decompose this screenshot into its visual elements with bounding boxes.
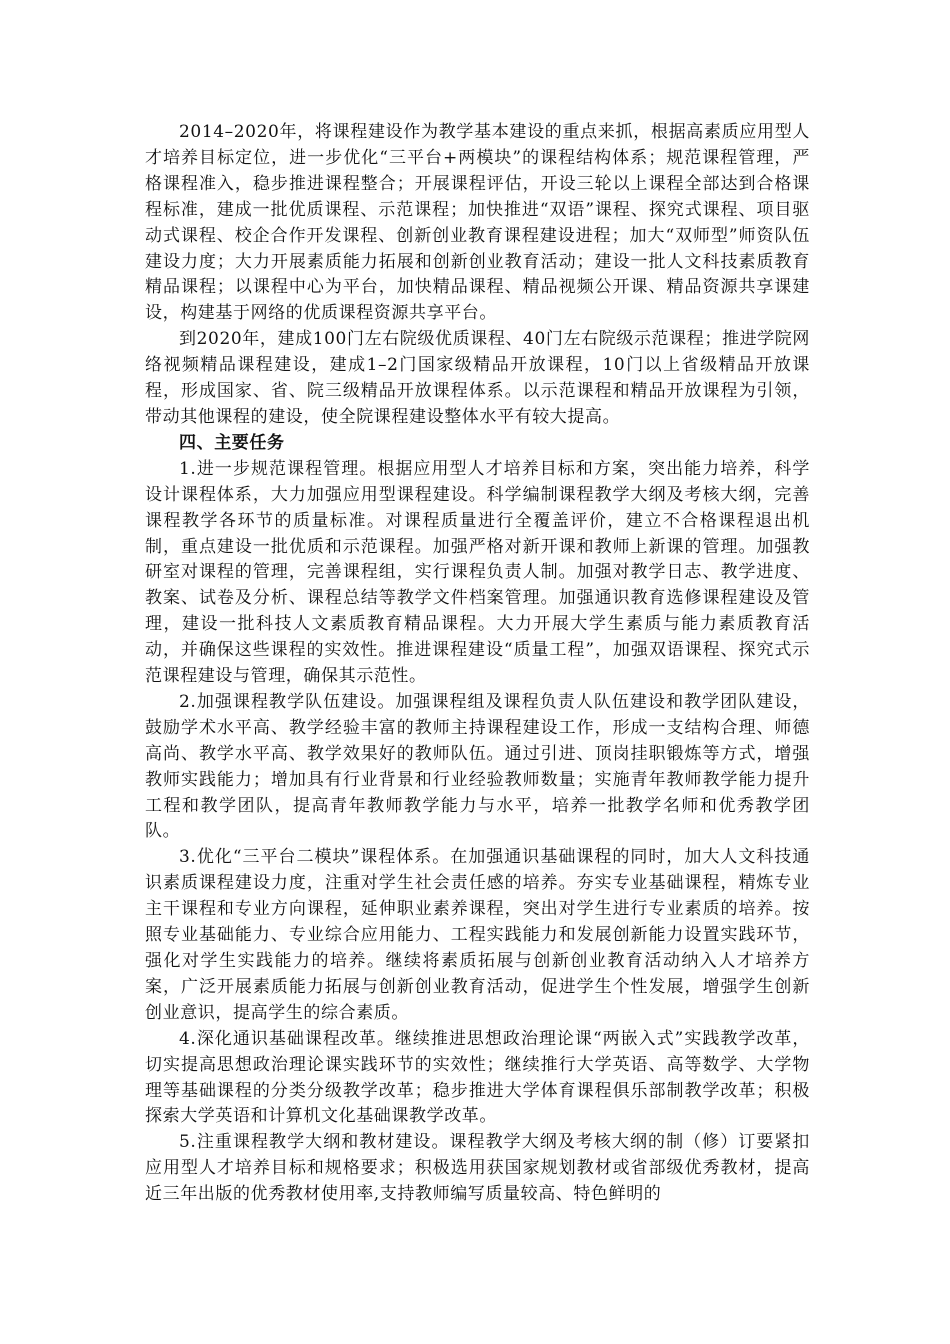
- task-paragraph-3: 3.优化“三平台二模块”课程体系。在加强通识基础课程的同时，加大人文科技通识素质课程建设力度，注重对学生社会责任感的培养。夯实专业基础课程，精炼专业主干课程和专业方向课程，延伸职业素养课程，突出对学生进行专业素质的培养。按照专业基础能力、专业综合应用能力、工程实践能力和发展创新能力设置实践环节，强化对学生实践能力的培养。继续将素质拓展与创新创业教育活动纳入人才培养方案，广泛开展素质能力拓展与创新创业教育活动，促进学生个性发展，增强学生创新创业意识，提高学生的综合素质。: [145, 847, 810, 1023]
- task-paragraph-4: 4.深化通识基础课程改革。继续推进思想政治理论课“两嵌入式”实践教学改革，切实提高思想政治理论课实践环节的实效性；继续推行大学英语、高等数学、大学物理等基础课程的分类分级教学改革；稳步推进大学体育课程俱乐部制教学改革；积极探索大学英语和计算机文化基础课教学改革。: [145, 1028, 810, 1127]
- task-paragraph-2: 2.加强课程教学队伍建设。加强课程组及课程负责人队伍建设和教学团队建设，鼓励学术水平高、教学经验丰富的教师主持课程建设工作，形成一支结构合理、师德高尚、教学水平高、教学效果好的教师队伍。通过引进、顶岗挂职锻炼等方式，增强教师实践能力；增加具有行业背景和行业经验教师数量；实施青年教师教学能力提升工程和教学团队，提高青年教师教学能力与水平，培养一批教学名师和优秀教学团队。: [145, 691, 810, 842]
- intro-paragraph-1: 2014–2020年，将课程建设作为教学基本建设的重点来抓，根据高素质应用型人才培养目标定位，进一步优化“三平台+两模块”的课程结构体系；规范课程管理，严格课程准入，稳步推进课程整合；开展课程评估，开设三轮以上课程全部达到合格课程标准，建成一批优质课程、示范课程；加快推进“双语”课程、探究式课程、项目驱动式课程、校企合作开发课程、创新创业教育课程建设进程；加大“双师型”师资队伍建设力度；大力开展素质能力拓展和创新创业教育活动；建设一批人文科技素质教育精品课程；以课程中心为平台，加快精品课程、精品视频公开课、精品资源共享课建设，构建基于网络的优质课程资源共享平台。: [145, 122, 810, 324]
- task-paragraph-1: 1.进一步规范课程管理。根据应用型人才培养目标和方案，突出能力培养，科学设计课程体系，大力加强应用型课程建设。科学编制课程教学大纲及考核大纲，完善课程教学各环节的质量标准。对课程质量进行全覆盖评价，建立不合格课程退出机制，重点建设一批优质和示范课程。加强严格对新开课和教师上新课的管理。加强教研室对课程的管理，完善课程组，实行课程负责人制。加强对教学日志、教学进度、教案、试卷及分析、课程总结等教学文件档案管理。加强通识教育选修课程建设及管理，建设一批科技人文素质教育精品课程。大力开展大学生素质与能力素质教育活动，并确保这些课程的实效性。推进课程建设“质量工程”，加强双语课程、探究式示范课程建设与管理，确保其示范性。: [145, 458, 810, 687]
- intro-paragraph-2: 到2020年，建成100门左右院级优质课程、40门左右院级示范课程；推进学院网络视频精品课程建设，建成1–2门国家级精品开放课程，10门以上省级精品开放课程，形成国家、省、院三级精品开放课程体系。以示范课程和精品开放课程为引领，带动其他课程的建设，使全院课程建设整体水平有较大提高。: [145, 329, 810, 427]
- document-page: [145, 120, 810, 1208]
- task-paragraph-5: 5.注重课程教学大纲和教材建设。课程教学大纲及考核大纲的制（修）订要紧扣应用型人才培养目标和规格要求；积极选用获国家规划教材或省部级优秀教材，提高近三年出版的优秀教材使用率,支持教师编写质量较高、特色鲜明的: [145, 1132, 810, 1205]
- section-heading: 四、主要任务: [179, 432, 285, 453]
